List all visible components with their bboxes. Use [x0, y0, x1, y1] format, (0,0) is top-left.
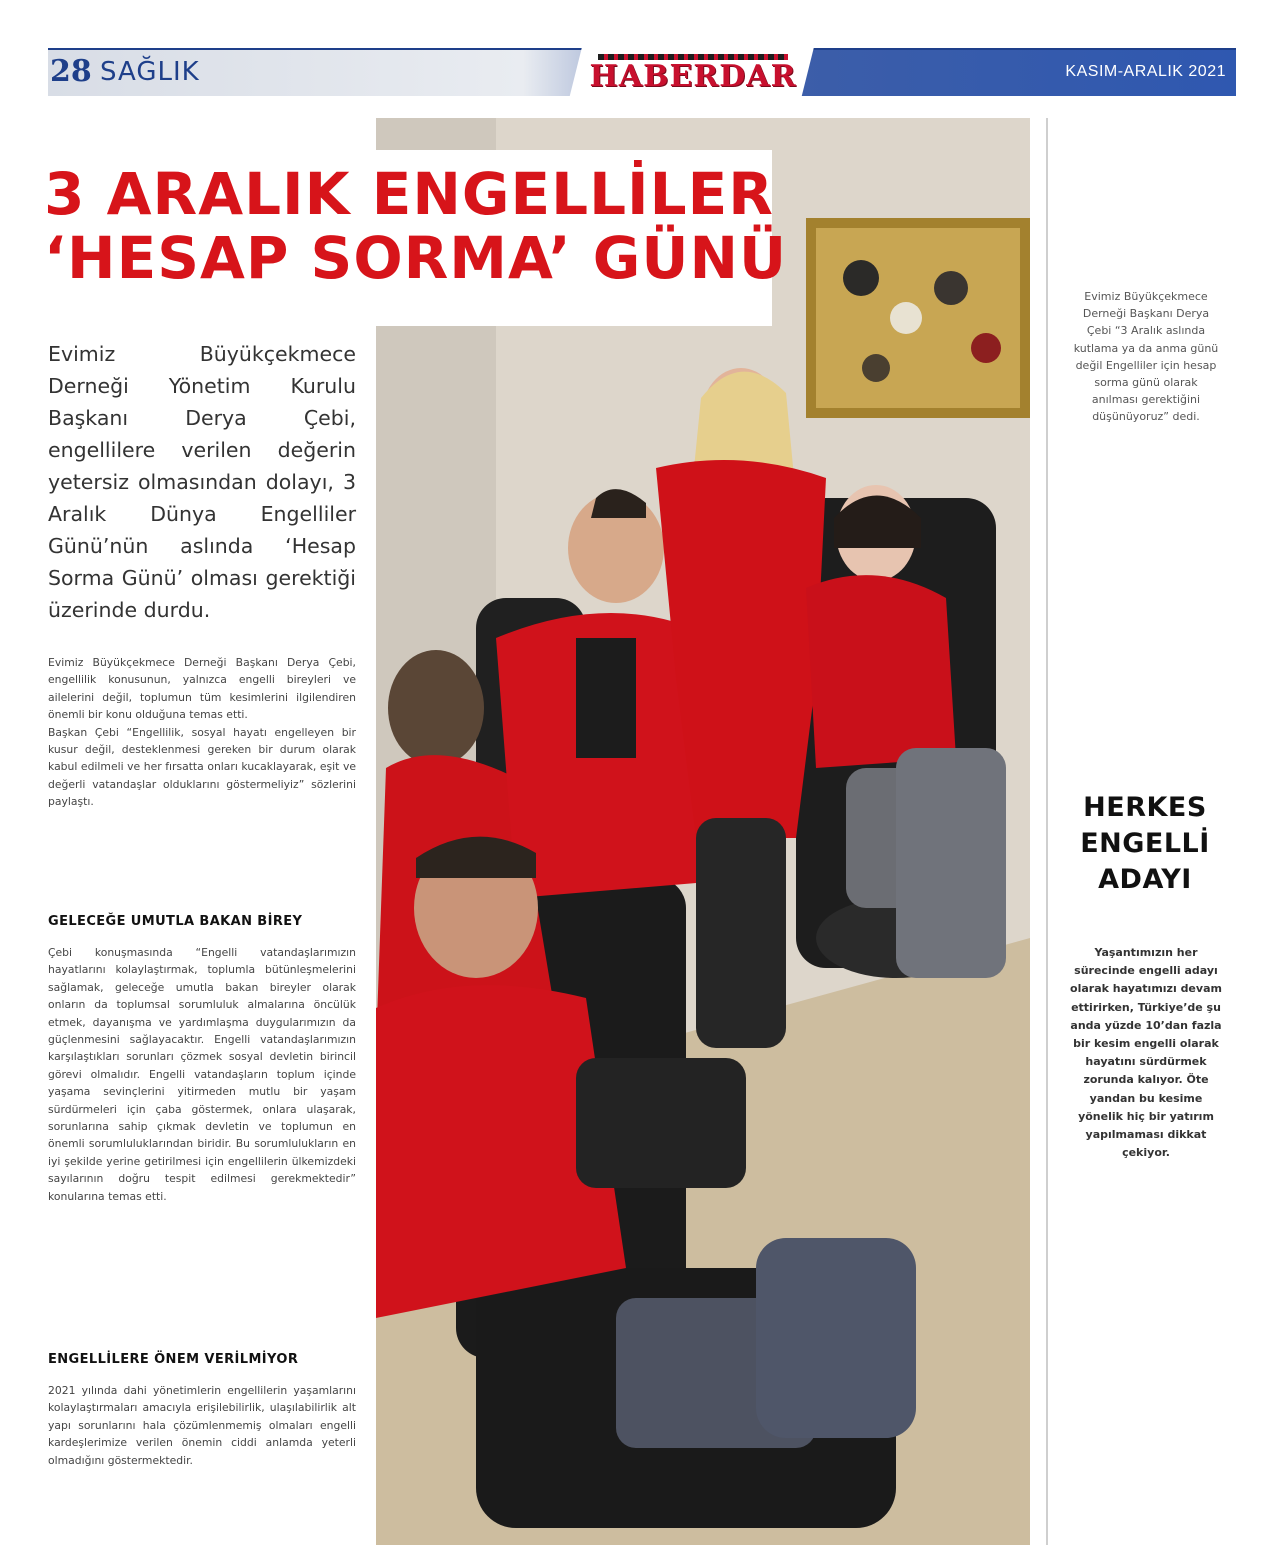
issue-date: KASIM-ARALIK 2021 — [1065, 63, 1226, 80]
headline-line-2: ‘HESAP SORMA’ GÜNÜ — [44, 224, 788, 292]
sidebar-heading — [1060, 790, 1230, 898]
photo-illustration — [376, 118, 1030, 1545]
body-paragraph-1: Evimiz Büyükçekmece Derneği Başkanı Derya Çebi, engellilik konusunun, yalnızca engelli bireyleri ve ailelerini değil, toplumun tüm kesimlerini ilgilendiren önemli bir konu olduğuna temas etti. — [48, 656, 356, 722]
sidebar-heading-line-2: ENGELLİ — [1080, 828, 1210, 859]
column-divider — [1046, 118, 1048, 1545]
lead-paragraph: Evimiz Büyükçekmece Derneği Yönetim Kurulu Başkanı Derya Çebi, engellilere verilen değerin yetersiz olmasından dolayı, 3 Aralık Dünya Engelliler Günü’nün aslında ‘Hesap Sorma Günü’ olması gerektiği üzerinde durdu. — [48, 342, 356, 622]
body-paragraph-3: Çebi konuşmasında “Engelli vatandaşlarımızın hayatlarını kolaylaştırmak, toplumla bütünleşmelerini sağlamak, geleceğe umutla bakan bireyler olarak onların da toplumsal sorumluluk almalarına öncülük etmek, dayanışma ve yardımlaşma duygularımızın da güçlenmesini sağlayacaktır. Engelli vatandaşlarımızın karşılaştıkları sorunları çözmek sosyal devletin birincil görevi olmalıdır. Engelli vatandaşların toplum içinde yaşama sevinçlerini yitirmeden mutlu bir yaşam sürdürmeleri için çaba göstermek, onlara ulaşarak, sorunlarına sahip çıkmak devletin ve toplumun en önemli sorumluluklarından biridir. Bu sorumlulukların en iyi şekilde yerine getirilmesi için engellilerin ülkemizdeki sayılarının doğru tespit edilmesi gerekmektedir” konularına temas etti. — [48, 946, 356, 1203]
logo-text: HABERDAR — [589, 59, 797, 94]
page-number: 28 — [50, 54, 92, 89]
photo-caption: Evimiz Büyükçekmece Derneği Başkanı Derya Çebi “3 Aralık aslında kutlama ya da anma günü değil Engelliler için hesap sorma günü olarak anılması gerektiğini düşünüyoruz” dedi. — [1073, 290, 1219, 424]
body-paragraph-4: 2021 yılında dahi yönetimlerin engellilerin yaşamlarını kolaylaştırmaları amacıyla erişilebilirlik, ulaşılabilirlik alt yapı sorunlarını hala çözümlenmemiş olmaları engelli kardeşlerimize verilen önemin ciddi anlamda yeterli olmadığını göstermektedir. — [48, 1384, 356, 1467]
subhead-importance: ENGELLİLERE ÖNEM VERİLMİYOR — [48, 1352, 299, 1367]
sidebar-text: Yaşantımızın her sürecinde engelli adayı olarak hayatımızı devam ettirirken, Türkiye’de şu anda yüzde 10’dan fazla bir kesim engelli olarak hayatını sürdürmek zorunda kalıyor. Öte yandan bu kesime yönelik hiç bir yatırım yapılmaması dikkat çekiyor. — [1070, 946, 1222, 1160]
sidebar-heading-line-1: HERKES — [1083, 792, 1207, 823]
body-block-2 — [48, 944, 356, 1205]
subhead-hope: GELECEĞE UMUTLA BAKAN BİREY — [48, 914, 303, 929]
headline-line-1: 3 ARALIK ENGELLİLER — [44, 160, 774, 228]
body-paragraph-2: Başkan Çebi “Engellilik, sosyal hayatı engelleyen bir kusur değil, desteklenmesi gereken bir durum olarak kabul edilmeli ve her fırsatta onları kucaklayarak, eşit ve değerli vatandaşlar olduklarını göstermeliyiz” sözlerini paylaştı. — [48, 725, 356, 809]
body-block-1 — [48, 654, 356, 811]
body-block-3 — [48, 1382, 356, 1469]
article-photo — [376, 118, 1030, 1545]
sidebar-heading-line-3: ADAYI — [1098, 864, 1192, 895]
section-label: SAĞLIK — [100, 57, 200, 87]
page-header — [48, 48, 1236, 96]
newspaper-logo — [588, 54, 798, 94]
headline — [44, 160, 788, 292]
